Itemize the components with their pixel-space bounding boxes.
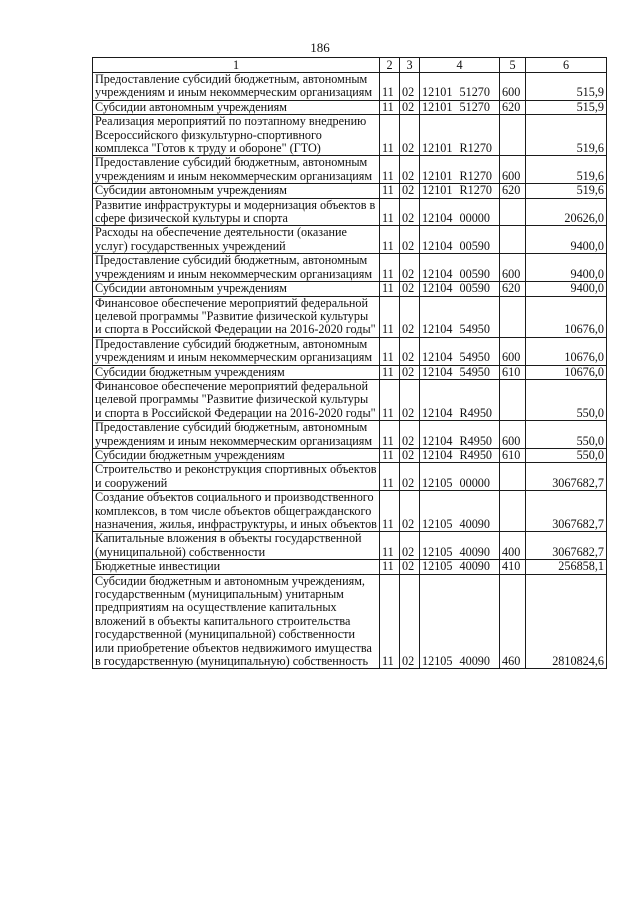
table-row [93,532,607,560]
row-target-code: 12104 00590 [420,226,500,254]
table-row [93,421,607,449]
row-name: Субсидии автономным учреждениям [93,282,380,296]
table-row [93,184,607,198]
row-target-code: 12105 40090 [420,532,500,560]
row-expense-type: 600 [500,73,526,101]
table-row [93,365,607,379]
row-section: 11 [380,296,400,337]
row-expense-type: 600 [500,421,526,449]
row-name: Субсидии автономным учреждениям [93,100,380,114]
row-target-code: 12105 40090 [420,491,500,532]
row-subsection: 02 [400,365,420,379]
row-name: Предоставление субсидий бюджетным, автономным учреждениям и иным некоммерческим организациям [93,337,380,365]
row-subsection: 02 [400,448,420,462]
row-expense-type [500,379,526,420]
row-name: Субсидии бюджетным и автономным учреждениям, государственным (муниципальным) унитарным предприятиям на осуществление капитальных вложений в объекты капитального строительства государственной (муниципальной) собственности или приобретение объектов недвижимого имущества в государственную (муниципальную) собственность [93,574,380,669]
row-section: 11 [380,574,400,669]
row-section: 11 [380,463,400,491]
row-subsection: 02 [400,156,420,184]
row-target-code: 12104 00590 [420,282,500,296]
row-name: Субсидии автономным учреждениям [93,184,380,198]
row-amount: 10676,0 [526,296,607,337]
row-target-code: 12104 00590 [420,254,500,282]
column-header-name: 1 [93,58,380,73]
table-row [93,574,607,669]
row-target-code: 12104 R4950 [420,448,500,462]
row-amount: 3067682,7 [526,532,607,560]
row-target-code: 12101 R1270 [420,184,500,198]
row-expense-type: 620 [500,282,526,296]
row-name: Строительство и реконструкция спортивных объектов и сооружений [93,463,380,491]
table-row [93,337,607,365]
row-subsection: 02 [400,491,420,532]
row-subsection: 02 [400,282,420,296]
row-name: Субсидии бюджетным учреждениям [93,365,380,379]
row-name: Капитальные вложения в объекты государственной (муниципальной) собственности [93,532,380,560]
row-subsection: 02 [400,337,420,365]
row-amount: 550,0 [526,421,607,449]
row-subsection: 02 [400,226,420,254]
row-subsection: 02 [400,560,420,574]
row-target-code: 12101 51270 [420,100,500,114]
row-amount: 3067682,7 [526,491,607,532]
table-row [93,296,607,337]
row-target-code: 12101 51270 [420,73,500,101]
column-header-subsection: 3 [400,58,420,73]
row-amount: 550,0 [526,448,607,462]
row-name: Создание объектов социального и производственного комплексов, в том числе объектов общегражданского назначения, жилья, инфраструктуры, и иных объектов [93,491,380,532]
column-header-target-code: 4 [420,58,500,73]
column-header-amount: 6 [526,58,607,73]
row-amount: 515,9 [526,100,607,114]
row-expense-type [500,198,526,226]
table-row [93,463,607,491]
row-section: 11 [380,532,400,560]
row-section: 11 [380,365,400,379]
row-target-code: 12105 40090 [420,574,500,669]
row-expense-type: 600 [500,254,526,282]
table-row [93,282,607,296]
row-section: 11 [380,282,400,296]
row-amount: 515,9 [526,73,607,101]
table-row [93,448,607,462]
row-expense-type: 610 [500,365,526,379]
row-target-code: 12104 54950 [420,365,500,379]
row-target-code: 12104 54950 [420,337,500,365]
row-amount: 9400,0 [526,254,607,282]
row-subsection: 02 [400,532,420,560]
row-name: Финансовое обеспечение мероприятий федеральной целевой программы "Развитие физической культуры и спорта в Российской Федерации на 2016-2020 годы" [93,296,380,337]
row-expense-type: 460 [500,574,526,669]
row-amount: 9400,0 [526,282,607,296]
row-name: Расходы на обеспечение деятельности (оказание услуг) государственных учреждений [93,226,380,254]
column-header-expense-type: 5 [500,58,526,73]
row-amount: 256858,1 [526,560,607,574]
row-expense-type [500,296,526,337]
row-amount: 519,6 [526,156,607,184]
row-name: Реализация мероприятий по поэтапному внедрению Всероссийского физкультурно-спортивного комплекса "Готов к труду и обороне" (ГТО) [93,115,380,156]
row-section: 11 [380,421,400,449]
column-header-section: 2 [380,58,400,73]
row-section: 11 [380,100,400,114]
row-amount: 3067682,7 [526,463,607,491]
row-expense-type: 610 [500,448,526,462]
row-expense-type: 620 [500,100,526,114]
budget-table [92,57,607,669]
row-expense-type: 410 [500,560,526,574]
row-name: Субсидии бюджетным учреждениям [93,448,380,462]
row-section: 11 [380,73,400,101]
table-row [93,156,607,184]
row-subsection: 02 [400,100,420,114]
row-subsection: 02 [400,184,420,198]
page-number: 186 [310,40,330,55]
row-expense-type: 600 [500,156,526,184]
row-amount: 2810824,6 [526,574,607,669]
row-target-code: 12105 00000 [420,463,500,491]
row-subsection: 02 [400,73,420,101]
table-row [93,491,607,532]
row-section: 11 [380,184,400,198]
row-section: 11 [380,448,400,462]
row-target-code: 12104 54950 [420,296,500,337]
row-section: 11 [380,226,400,254]
row-section: 11 [380,254,400,282]
row-subsection: 02 [400,296,420,337]
table-row [93,254,607,282]
table-row [93,226,607,254]
row-name: Финансовое обеспечение мероприятий федеральной целевой программы "Развитие физической культуры и спорта в Российской Федерации на 2016-2020 годы" [93,379,380,420]
table-row [93,100,607,114]
row-subsection: 02 [400,463,420,491]
row-name: Предоставление субсидий бюджетным, автономным учреждениям и иным некоммерческим организациям [93,73,380,101]
table-row [93,379,607,420]
row-subsection: 02 [400,574,420,669]
row-name: Предоставление субсидий бюджетным, автономным учреждениям и иным некоммерческим организациям [93,156,380,184]
row-section: 11 [380,560,400,574]
row-amount: 550,0 [526,379,607,420]
row-name: Предоставление субсидий бюджетным, автономным учреждениям и иным некоммерческим организациям [93,421,380,449]
row-subsection: 02 [400,379,420,420]
row-target-code: 12104 00000 [420,198,500,226]
table-row [93,560,607,574]
row-section: 11 [380,337,400,365]
row-expense-type: 600 [500,337,526,365]
row-target-code: 12101 R1270 [420,156,500,184]
table-row [93,198,607,226]
row-section: 11 [380,198,400,226]
row-target-code: 12105 40090 [420,560,500,574]
row-amount: 10676,0 [526,365,607,379]
row-expense-type: 620 [500,184,526,198]
row-section: 11 [380,156,400,184]
row-subsection: 02 [400,254,420,282]
row-subsection: 02 [400,115,420,156]
row-amount: 519,6 [526,184,607,198]
row-amount: 519,6 [526,115,607,156]
row-amount: 9400,0 [526,226,607,254]
row-expense-type [500,226,526,254]
row-amount: 20626,0 [526,198,607,226]
row-expense-type [500,491,526,532]
table-row [93,73,607,101]
table-row [93,115,607,156]
row-target-code: 12101 R1270 [420,115,500,156]
row-section: 11 [380,491,400,532]
row-subsection: 02 [400,421,420,449]
row-subsection: 02 [400,198,420,226]
row-expense-type [500,463,526,491]
row-name: Предоставление субсидий бюджетным, автономным учреждениям и иным некоммерческим организациям [93,254,380,282]
row-name: Развитие инфраструктуры и модернизация объектов в сфере физической культуры и спорта [93,198,380,226]
row-section: 11 [380,379,400,420]
row-section: 11 [380,115,400,156]
table-header-row [93,58,607,73]
row-expense-type: 400 [500,532,526,560]
row-target-code: 12104 R4950 [420,421,500,449]
row-target-code: 12104 R4950 [420,379,500,420]
row-amount: 10676,0 [526,337,607,365]
row-expense-type [500,115,526,156]
row-name: Бюджетные инвестиции [93,560,380,574]
